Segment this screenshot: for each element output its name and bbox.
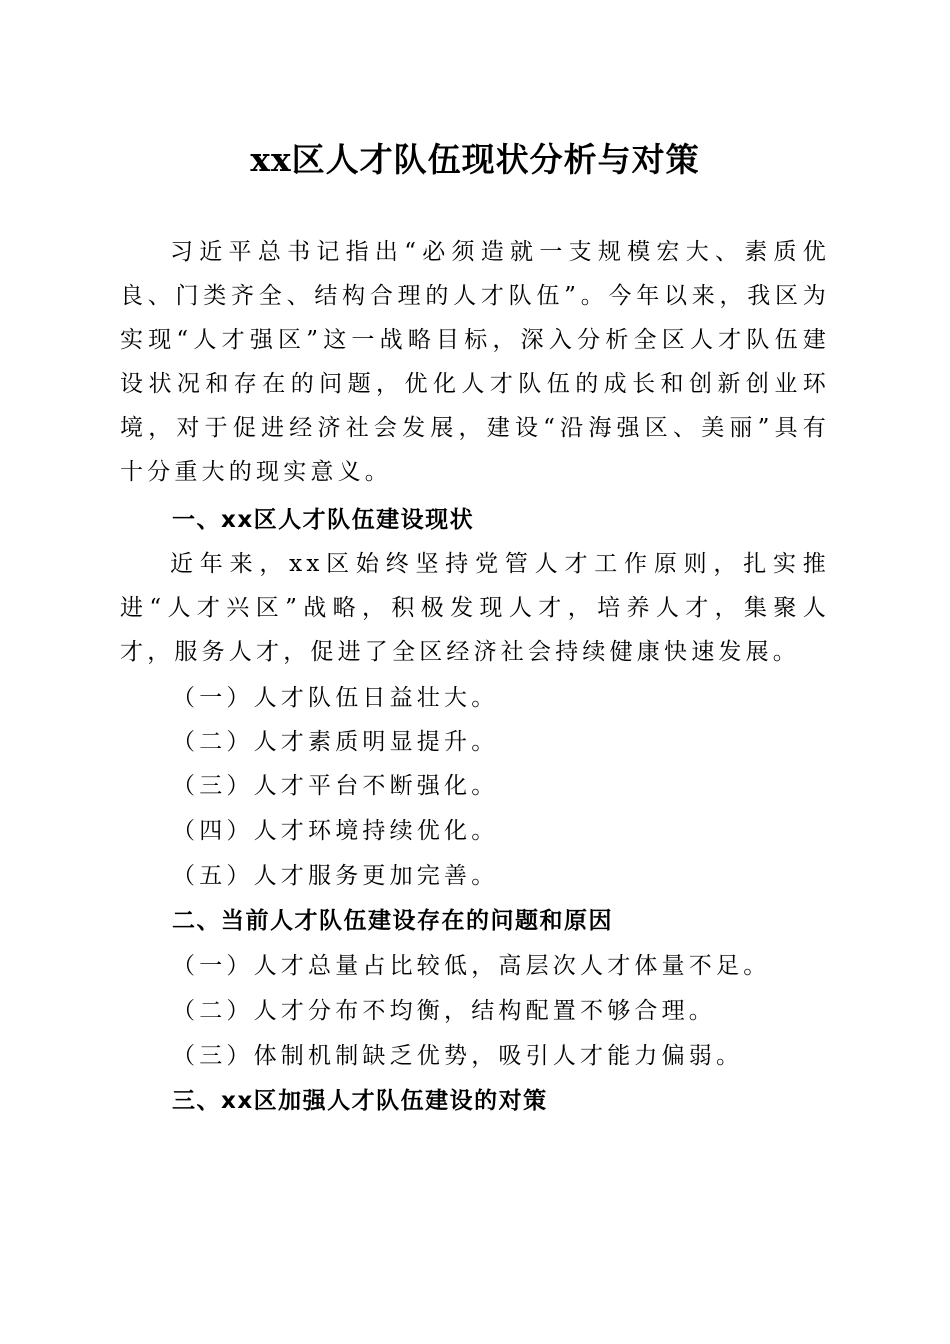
section-1-item: （五）人才服务更加完善。: [172, 863, 499, 889]
section-2-item: （二）人才分布不均衡，结构配置不够合理。: [172, 998, 716, 1024]
section-2-item: （三）体制机制缺乏优势，吸引人才能力偏弱。: [172, 1043, 744, 1069]
section-3-heading: 三、xx区加强人才队伍建设的对策: [172, 1088, 548, 1114]
section-2-heading: 二、当前人才队伍建设存在的问题和原因: [172, 908, 613, 934]
section-1-item: （一）人才队伍日益壮大。: [172, 685, 499, 711]
intro-paragraph: 习近平总书记指出“必须造就一支规模宏大、素质优良、门类齐全、结构合理的人才队伍”。今年以来，我区为实现“人才强区”这一战略目标，深入分析全区人才队伍建设状况和存在的问题，优化人才队伍的成长和创新创业环境，对于促进经济社会发展，建设“沿海强区、美丽”具有十分重大的现实意义。: [120, 239, 830, 485]
section-1-body: 近年来，xx区始终坚持党管人才工作原则，扎实推进“人才兴区”战略，积极发现人才，培养人才，集聚人才，服务人才，促进了全区经济社会持续健康快速发展。: [120, 551, 830, 665]
section-1-item: （三）人才平台不断强化。: [172, 773, 499, 799]
section-2-item: （一）人才总量占比较低，高层次人才体量不足。: [172, 953, 771, 979]
document-title: xx区人才队伍现状分析与对策: [250, 140, 700, 179]
section-1-heading: 一、xx区人才队伍建设现状: [172, 507, 475, 533]
section-1-item: （二）人才素质明显提升。: [172, 729, 499, 755]
section-1-item: （四）人才环境持续优化。: [172, 818, 499, 844]
